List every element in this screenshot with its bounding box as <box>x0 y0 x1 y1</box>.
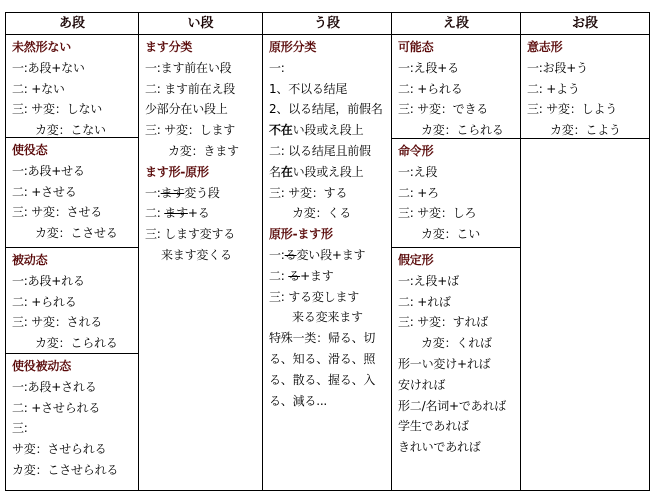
rule-line: 三: サ変：する <box>269 185 348 200</box>
rule-line: 一: <box>269 60 285 75</box>
rule-line: 三: サ変：される <box>12 315 103 330</box>
rule-line: 二: +れば <box>398 294 451 309</box>
column-header: え段 <box>392 13 520 35</box>
section-imperative <box>392 138 520 245</box>
column-header: い段 <box>139 13 262 35</box>
section-passive <box>6 247 138 354</box>
rule-line: カ変：きます <box>168 143 239 158</box>
rule-line: 一:ます前在い段 <box>145 60 232 75</box>
rule-line: 一:あ段+せる <box>12 163 85 178</box>
rule-line: 三: サ変：しよう <box>527 102 618 117</box>
section-causative-passive <box>6 353 138 481</box>
rule-line: 一:あ段+ない <box>12 60 85 75</box>
rule-line: カ変：くる <box>292 206 352 221</box>
struck-text: る <box>288 268 301 283</box>
rule-line: カ変：くれば <box>421 336 492 351</box>
conjugation-table <box>5 12 650 491</box>
column-e-dan <box>392 13 521 490</box>
rule-text: 変う段 <box>184 185 220 200</box>
struck-text: る <box>284 247 297 262</box>
rule-line: 一:お段+う <box>527 60 588 75</box>
section-dictionary-form <box>263 35 391 411</box>
rule-line: 少部分在い段上 <box>145 102 228 117</box>
rule-line: カ変：こさせる <box>35 226 118 241</box>
rule-line: 2、以る结尾，前假名 <box>269 102 383 117</box>
section-divider <box>521 138 649 141</box>
column-o-dan <box>521 13 649 490</box>
rule-line: きれいであれば <box>398 440 481 455</box>
rule-line: 二: +させられる <box>12 400 101 415</box>
rule-line: 安ければ <box>398 377 446 392</box>
section-title: 原形-ます形 <box>269 227 333 242</box>
rule-line: 来ます変くる <box>161 247 232 262</box>
column-header: う段 <box>263 13 391 35</box>
section-mizenkei <box>6 35 138 141</box>
rule-line: 一:え段 <box>398 164 438 179</box>
section-title: 未然形ない <box>12 40 72 54</box>
rule-line <box>269 162 391 183</box>
column-header: あ段 <box>6 13 138 35</box>
rule-line: 三: サ変：します <box>145 123 236 138</box>
rule-line: 一:あ段+される <box>12 379 97 394</box>
rule-line <box>269 245 391 266</box>
rule-line: 二: ます前在え段 <box>145 81 236 96</box>
section-volitional <box>521 35 649 141</box>
column-i-dan <box>139 13 263 490</box>
rule-line <box>145 183 262 204</box>
struck-text: ます <box>160 185 185 200</box>
rule-line: 特殊一类：帰る、切 <box>269 331 376 346</box>
rule-line <box>145 203 262 224</box>
rule-line: る、知る、滑る、照 <box>269 351 376 366</box>
rule-line: る、散る、握る、入 <box>269 372 376 387</box>
rule-line: 一:あ段+れる <box>12 273 85 288</box>
rule-line: カ変：こよう <box>550 123 621 138</box>
rule-line: 形二/名词+であれば <box>398 398 507 413</box>
rule-prefix: 一: <box>145 185 161 200</box>
section-title: ます形-原形 <box>145 164 209 179</box>
rule-line: 一:え段+る <box>398 60 459 75</box>
rule-prefix: 一: <box>269 247 285 262</box>
rule-line <box>269 120 391 141</box>
rule-line: 三: します変する <box>145 227 236 242</box>
section-title: 使役态 <box>12 143 48 157</box>
rule-text: +る <box>187 206 210 221</box>
rule-line: カ変：こられる <box>35 336 118 351</box>
rule-line: 二: +させる <box>12 184 77 199</box>
rule-text: 変い段+ます <box>296 247 366 262</box>
rule-line: 三: サ変：させる <box>12 205 103 220</box>
rule-line: 二: +ない <box>12 81 65 96</box>
rule-line: る、減る... <box>269 393 328 408</box>
rule-line: 1、不以る结尾 <box>269 81 348 96</box>
rule-line: サ変：させられる <box>12 442 107 457</box>
rule-line: 二: +よう <box>527 81 580 96</box>
rule-line: 二: +られる <box>398 81 463 96</box>
rule-line: 学生であれば <box>398 419 469 434</box>
rule-line: 形一い変け+れば <box>398 356 491 371</box>
emphasis-text: 在 <box>280 164 293 179</box>
rule-line: 三: サ変：すれば <box>398 315 489 330</box>
section-title: 命令形 <box>398 144 434 158</box>
section-potential <box>392 35 520 141</box>
rule-line: 三: <box>12 421 28 436</box>
rule-text: い段或え段上 <box>292 164 364 179</box>
section-masu-classification <box>139 35 262 266</box>
rule-line: 二: 以る结尾且前假 <box>269 143 371 158</box>
section-title: 原形分类 <box>269 40 317 54</box>
rule-line: 一:え段+ば <box>398 273 459 288</box>
rule-line: 三: サ変：しない <box>12 102 103 117</box>
rule-line: カ変：こさせられる <box>12 462 119 477</box>
rule-line: 二: +られる <box>12 294 77 309</box>
rule-line: 二: +ろ <box>398 185 439 200</box>
rule-line <box>269 266 391 287</box>
rule-line: 三: する変します <box>269 289 360 304</box>
section-conditional <box>392 247 520 458</box>
rule-line: カ変：こない <box>35 123 106 138</box>
emphasis-text: 不在 <box>269 123 293 138</box>
column-a-dan <box>6 13 139 490</box>
section-title: 意志形 <box>527 40 563 54</box>
rule-prefix: 二: <box>145 206 165 221</box>
rule-text: い段或え段上 <box>292 123 364 138</box>
section-title: 被动态 <box>12 253 48 267</box>
column-header: お段 <box>521 13 649 35</box>
section-title: 假定形 <box>398 253 434 267</box>
section-title: ます分类 <box>145 40 193 54</box>
rule-line: 三: サ変：しろ <box>398 206 477 221</box>
rule-line: カ変：こられる <box>421 123 504 138</box>
rule-text: +ます <box>300 268 334 283</box>
rule-text: 名 <box>269 164 281 179</box>
section-causative <box>6 137 138 244</box>
column-u-dan <box>263 13 392 490</box>
section-title: 使役被动态 <box>12 359 72 373</box>
struck-text: ます <box>164 206 188 221</box>
rule-line: カ変：こい <box>421 227 481 242</box>
rule-prefix: 二: <box>269 268 289 283</box>
section-title: 可能态 <box>398 40 434 54</box>
rule-line: 来る変来ます <box>292 310 363 325</box>
rule-line: 三: サ変：できる <box>398 102 489 117</box>
